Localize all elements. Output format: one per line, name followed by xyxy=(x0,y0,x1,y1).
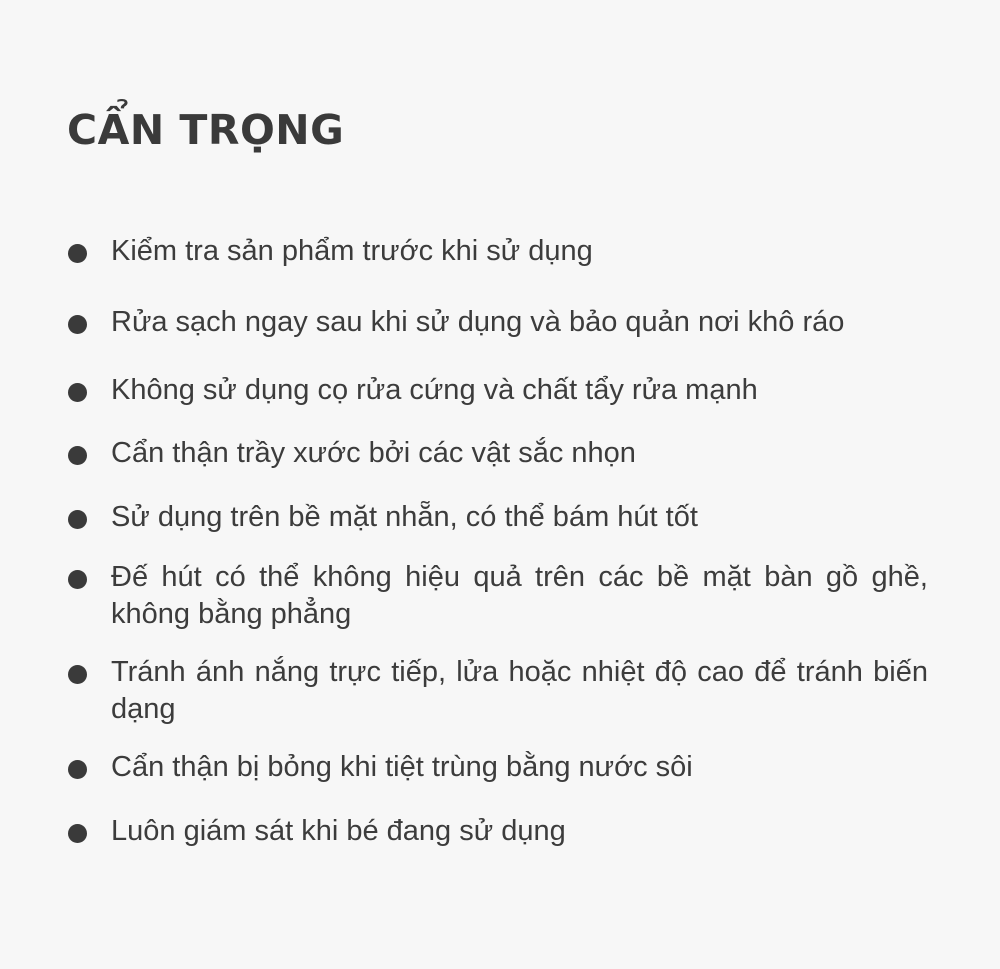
list-item xyxy=(68,559,928,633)
bullet-icon xyxy=(68,315,87,334)
list-item-text: Không sử dụng cọ rửa cứng và chất tẩy rửa mạnh xyxy=(111,374,758,406)
list-item-text: Cẩn thận bị bỏng khi tiệt trùng bằng nước sôi xyxy=(111,751,693,783)
list-item xyxy=(68,654,928,728)
bullet-icon xyxy=(68,510,87,529)
bullet-icon xyxy=(68,665,87,684)
caution-list xyxy=(68,233,928,850)
list-item xyxy=(68,749,928,786)
list-item xyxy=(68,813,928,850)
list-item-text: Kiểm tra sản phẩm trước khi sử dụng xyxy=(111,235,593,267)
list-item-text: Tránh ánh nắng trực tiếp, lửa hoặc nhiệt độ cao để tránh biến dạng xyxy=(111,656,928,725)
page-title: CẨN TRỌNG xyxy=(67,106,345,154)
list-item-text: Luôn giám sát khi bé đang sử dụng xyxy=(111,815,566,847)
list-item xyxy=(68,499,928,536)
list-item-text: Cẩn thận trầy xước bởi các vật sắc nhọn xyxy=(111,437,636,469)
list-item-text: Sử dụng trên bề mặt nhẵn, có thể bám hút tốt xyxy=(111,501,698,533)
bullet-icon xyxy=(68,383,87,402)
list-item xyxy=(68,372,928,409)
list-item xyxy=(68,304,928,341)
list-item xyxy=(68,233,928,270)
list-item-text: Đế hút có thể không hiệu quả trên các bề mặt bàn gồ ghề, không bằng phẳng xyxy=(111,561,928,630)
bullet-icon xyxy=(68,244,87,263)
bullet-icon xyxy=(68,446,87,465)
list-item xyxy=(68,435,928,472)
bullet-icon xyxy=(68,760,87,779)
bullet-icon xyxy=(68,824,87,843)
list-item-text: Rửa sạch ngay sau khi sử dụng và bảo quản nơi khô ráo xyxy=(111,306,845,338)
bullet-icon xyxy=(68,570,87,589)
